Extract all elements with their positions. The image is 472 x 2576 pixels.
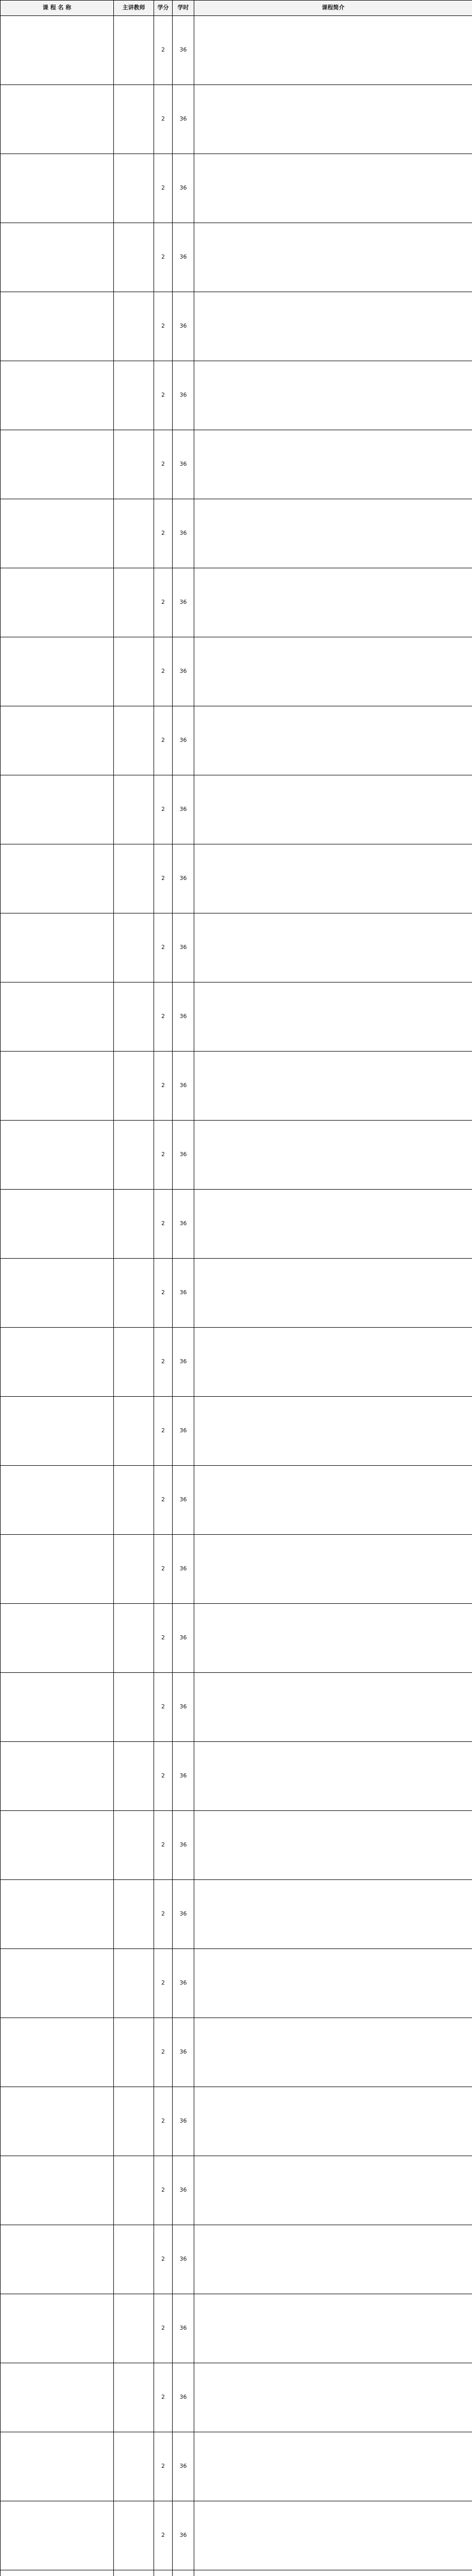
course-description [194, 1259, 472, 1328]
course-credits: 2 [154, 2294, 173, 2363]
course-name [1, 223, 114, 292]
table-row [1, 2087, 472, 2156]
course-name [1, 361, 114, 430]
table-row [1, 1604, 472, 1673]
course-name [1, 292, 114, 361]
course-hours: 36 [173, 1190, 194, 1259]
course-credits: 2 [154, 1673, 173, 1742]
course-name [1, 2363, 114, 2432]
course-teacher [114, 1328, 154, 1397]
table-row [1, 1811, 472, 1880]
course-credits: 2 [154, 1052, 173, 1121]
course-teacher [114, 2018, 154, 2087]
course-teacher [114, 499, 154, 568]
course-hours: 36 [173, 706, 194, 775]
course-hours: 36 [173, 2018, 194, 2087]
course-name [1, 1742, 114, 1811]
course-description [194, 1949, 472, 2018]
course-teacher [114, 1397, 154, 1466]
course-teacher [114, 2087, 154, 2156]
course-description [194, 1880, 472, 1949]
course-credits: 2 [154, 2363, 173, 2432]
course-description [194, 2294, 472, 2363]
table-row [1, 16, 472, 85]
course-credits: 2 [154, 1259, 173, 1328]
course-credits: 2 [154, 1604, 173, 1673]
table-row [1, 982, 472, 1052]
course-name [1, 154, 114, 223]
course-credits: 2 [154, 361, 173, 430]
course-credits [154, 2570, 173, 2576]
course-teacher [114, 1190, 154, 1259]
course-teacher [114, 223, 154, 292]
table-row [1, 1949, 472, 2018]
course-teacher [114, 2156, 154, 2225]
course-description [194, 1604, 472, 1673]
course-hours: 36 [173, 1673, 194, 1742]
course-credits: 2 [154, 1949, 173, 2018]
table-row [1, 1052, 472, 1121]
table-row [1, 637, 472, 706]
course-hours: 36 [173, 1742, 194, 1811]
table-row [1, 568, 472, 637]
course-teacher [114, 292, 154, 361]
course-credits: 2 [154, 637, 173, 706]
course-teacher [114, 982, 154, 1052]
course-hours: 36 [173, 982, 194, 1052]
course-name [1, 1949, 114, 2018]
course-credits: 2 [154, 1121, 173, 1190]
course-name [1, 16, 114, 85]
course-description [194, 913, 472, 982]
table-row [1, 1880, 472, 1949]
table-row [1, 844, 472, 913]
course-credits: 2 [154, 1466, 173, 1535]
course-hours: 36 [173, 2087, 194, 2156]
course-credits: 2 [154, 2156, 173, 2225]
course-description [194, 2363, 472, 2432]
table-row [1, 2432, 472, 2501]
table-row [1, 706, 472, 775]
course-description [194, 1397, 472, 1466]
table-row [1, 2294, 472, 2363]
course-name [1, 2225, 114, 2294]
course-description [194, 2087, 472, 2156]
course-description [194, 85, 472, 154]
course-teacher [114, 568, 154, 637]
course-name [1, 982, 114, 1052]
course-credits: 2 [154, 1328, 173, 1397]
course-name [1, 1604, 114, 1673]
course-name [1, 2570, 114, 2576]
header-row [1, 1, 472, 16]
table-row [1, 913, 472, 982]
course-description [194, 1121, 472, 1190]
course-hours: 36 [173, 1811, 194, 1880]
course-description [194, 2156, 472, 2225]
course-name [1, 637, 114, 706]
course-hours: 36 [173, 499, 194, 568]
course-hours: 36 [173, 2225, 194, 2294]
course-name [1, 1190, 114, 1259]
course-teacher [114, 637, 154, 706]
course-description [194, 2225, 472, 2294]
course-description [194, 706, 472, 775]
course-teacher [114, 2501, 154, 2570]
course-teacher [114, 1673, 154, 1742]
course-hours: 36 [173, 2363, 194, 2432]
course-description [194, 16, 472, 85]
table-row [1, 292, 472, 361]
course-name [1, 2432, 114, 2501]
table-row [1, 1466, 472, 1535]
course-name [1, 568, 114, 637]
course-hours: 36 [173, 1535, 194, 1604]
course-credits: 2 [154, 1811, 173, 1880]
course-name [1, 2294, 114, 2363]
course-hours: 36 [173, 1328, 194, 1397]
course-description [194, 844, 472, 913]
table-row [1, 1190, 472, 1259]
course-name [1, 1811, 114, 1880]
course-description [194, 2501, 472, 2570]
course-credits: 2 [154, 775, 173, 844]
table-row [1, 2156, 472, 2225]
course-credits: 2 [154, 292, 173, 361]
course-teacher [114, 2363, 154, 2432]
course-description [194, 1466, 472, 1535]
course-description [194, 292, 472, 361]
course-teacher [114, 1535, 154, 1604]
course-teacher [114, 775, 154, 844]
table-row [1, 2225, 472, 2294]
table-row [1, 1121, 472, 1190]
table-row [1, 1259, 472, 1328]
course-teacher [114, 16, 154, 85]
course-credits: 2 [154, 2018, 173, 2087]
table-row [1, 2501, 472, 2570]
course-description [194, 1052, 472, 1121]
table-row [1, 85, 472, 154]
course-credits: 2 [154, 2432, 173, 2501]
course-hours [173, 2570, 194, 2576]
table-row [1, 775, 472, 844]
course-description [194, 361, 472, 430]
header-hours: 学时 [173, 1, 194, 16]
course-credits: 2 [154, 2087, 173, 2156]
course-description [194, 499, 472, 568]
course-credits: 2 [154, 16, 173, 85]
course-teacher [114, 1880, 154, 1949]
course-hours: 36 [173, 1397, 194, 1466]
course-credits: 2 [154, 913, 173, 982]
course-credits: 2 [154, 1742, 173, 1811]
course-name [1, 844, 114, 913]
course-credits: 2 [154, 499, 173, 568]
course-teacher [114, 361, 154, 430]
course-teacher [114, 1466, 154, 1535]
course-description [194, 1811, 472, 1880]
course-hours: 36 [173, 85, 194, 154]
course-description [194, 154, 472, 223]
course-hours: 36 [173, 637, 194, 706]
course-teacher [114, 1811, 154, 1880]
course-teacher [114, 1052, 154, 1121]
course-name [1, 1673, 114, 1742]
course-credits: 2 [154, 2501, 173, 2570]
course-teacher [114, 1121, 154, 1190]
table-row [1, 1328, 472, 1397]
course-teacher [114, 844, 154, 913]
course-name [1, 1328, 114, 1397]
table-row [1, 2018, 472, 2087]
course-credits: 2 [154, 223, 173, 292]
course-description [194, 568, 472, 637]
course-hours: 36 [173, 1121, 194, 1190]
course-credits: 2 [154, 568, 173, 637]
course-description [194, 1190, 472, 1259]
course-credits: 2 [154, 1397, 173, 1466]
course-hours: 36 [173, 2432, 194, 2501]
course-hours: 36 [173, 568, 194, 637]
table-row [1, 154, 472, 223]
header-course-name: 课 程 名 称 [1, 1, 114, 16]
table-row [1, 1535, 472, 1604]
course-description [194, 430, 472, 499]
course-teacher [114, 430, 154, 499]
course-name [1, 2087, 114, 2156]
course-name [1, 1052, 114, 1121]
course-description [194, 1328, 472, 1397]
table-row [1, 1397, 472, 1466]
course-hours: 36 [173, 775, 194, 844]
course-hours: 36 [173, 1052, 194, 1121]
course-teacher [114, 913, 154, 982]
course-teacher [114, 2225, 154, 2294]
course-credits: 2 [154, 85, 173, 154]
course-credits: 2 [154, 982, 173, 1052]
course-description [194, 775, 472, 844]
course-name [1, 1259, 114, 1328]
course-description [194, 637, 472, 706]
course-hours: 36 [173, 154, 194, 223]
course-hours: 36 [173, 1604, 194, 1673]
course-description [194, 2432, 472, 2501]
course-name [1, 1535, 114, 1604]
table-row [1, 2570, 472, 2576]
course-hours: 36 [173, 2294, 194, 2363]
course-description [194, 2018, 472, 2087]
course-teacher [114, 1259, 154, 1328]
course-hours: 36 [173, 292, 194, 361]
course-hours: 36 [173, 913, 194, 982]
course-teacher [114, 154, 154, 223]
course-name [1, 1466, 114, 1535]
course-hours: 36 [173, 1466, 194, 1535]
course-teacher [114, 85, 154, 154]
course-teacher [114, 1604, 154, 1673]
course-hours: 36 [173, 2156, 194, 2225]
course-teacher [114, 1742, 154, 1811]
course-credits: 2 [154, 1190, 173, 1259]
course-hours: 36 [173, 430, 194, 499]
table-row [1, 361, 472, 430]
course-description [194, 982, 472, 1052]
course-hours: 36 [173, 361, 194, 430]
course-teacher [114, 1949, 154, 2018]
course-table-body [1, 16, 472, 2576]
course-name [1, 2156, 114, 2225]
table-row [1, 2363, 472, 2432]
course-name [1, 775, 114, 844]
course-name [1, 706, 114, 775]
table-row [1, 1742, 472, 1811]
course-hours: 36 [173, 1880, 194, 1949]
course-credits: 2 [154, 430, 173, 499]
course-credits: 2 [154, 844, 173, 913]
course-hours: 36 [173, 1259, 194, 1328]
course-name [1, 1121, 114, 1190]
course-hours: 36 [173, 1949, 194, 2018]
course-name [1, 430, 114, 499]
header-credits: 学分 [154, 1, 173, 16]
course-hours: 36 [173, 223, 194, 292]
course-description [194, 1535, 472, 1604]
course-credits: 2 [154, 706, 173, 775]
header-description: 课程简介 [194, 1, 472, 16]
course-description [194, 1673, 472, 1742]
course-name [1, 913, 114, 982]
course-hours: 36 [173, 2501, 194, 2570]
course-name [1, 1397, 114, 1466]
course-teacher [114, 706, 154, 775]
course-credits: 2 [154, 154, 173, 223]
course-credits: 2 [154, 1535, 173, 1604]
course-credits: 2 [154, 2225, 173, 2294]
course-teacher [114, 2570, 154, 2576]
course-name [1, 1880, 114, 1949]
table-row [1, 430, 472, 499]
course-description [194, 223, 472, 292]
course-description [194, 2570, 472, 2576]
table-row [1, 223, 472, 292]
course-teacher [114, 2294, 154, 2363]
course-name [1, 2018, 114, 2087]
course-name [1, 2501, 114, 2570]
course-hours: 36 [173, 844, 194, 913]
course-hours: 36 [173, 16, 194, 85]
course-credits: 2 [154, 1880, 173, 1949]
table-row [1, 499, 472, 568]
course-name [1, 85, 114, 154]
course-teacher [114, 2432, 154, 2501]
header-teacher: 主讲教师 [114, 1, 154, 16]
table-row [1, 1673, 472, 1742]
course-name [1, 499, 114, 568]
course-description [194, 1742, 472, 1811]
